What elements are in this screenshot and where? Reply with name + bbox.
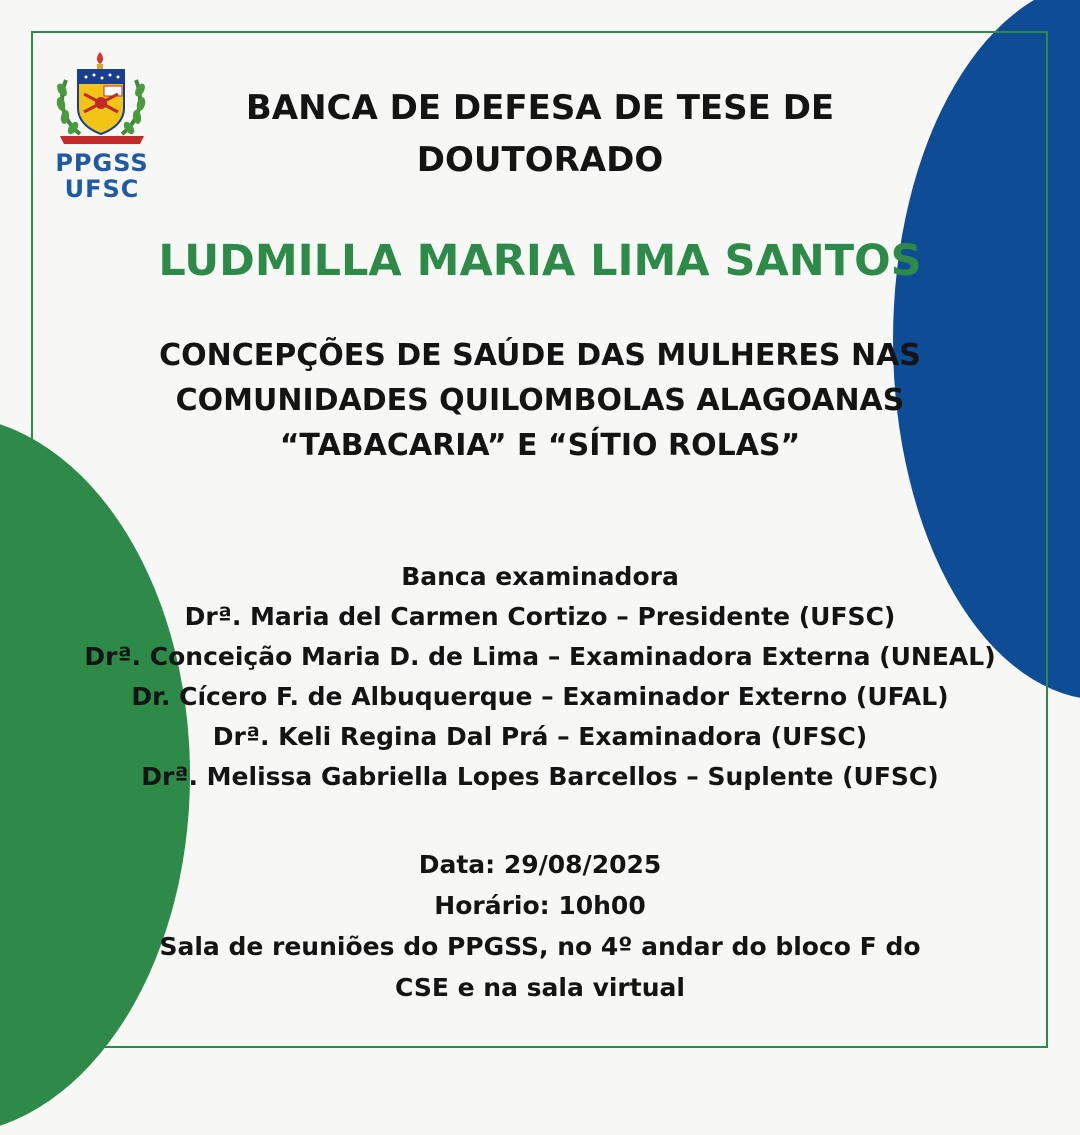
candidate-name: LUDMILLA MARIA LIMA SANTOS [158, 236, 922, 286]
ppgss-ufsc-logo [48, 50, 156, 210]
logo-ufsc-text: UFSC [64, 175, 140, 203]
board-member: Dr. Cícero F. de Albuquerque – Examinador Externo (UFAL) [131, 682, 949, 711]
thesis-title: CONCEPÇÕES DE SAÚDE DAS MULHERES NAS COMUNIDADES QUILOMBOLAS ALAGOANAS “TABACARIA” E “SÍTIO ROLAS” [159, 338, 921, 463]
examining-board-label: Banca examinadora [401, 562, 679, 591]
event-details [100, 844, 980, 1008]
board-member: Drª. Maria del Carmen Cortizo – Presidente (UFSC) [184, 602, 896, 631]
board-member: Drª. Conceição Maria D. de Lima – Examinadora Externa (UNEAL) [84, 642, 996, 671]
examining-board [40, 557, 1040, 797]
event-location-line2: CSE e na sala virtual [395, 973, 685, 1002]
event-time: Horário: 10h00 [434, 891, 646, 920]
event-heading: BANCA DE DEFESA DE TESE DE DOUTORADO [245, 88, 835, 180]
event-date: Data: 29/08/2025 [418, 850, 662, 879]
board-member: Drª. Keli Regina Dal Prá – Examinadora (UFSC) [212, 722, 868, 751]
logo-ppgss-text: PPGSS [55, 149, 149, 177]
ufsc-coat-of-arms-icon [48, 50, 156, 148]
event-location-line1: Sala de reuniões do PPGSS, no 4º andar do bloco F do [159, 932, 921, 961]
board-member: Drª. Melissa Gabriella Lopes Barcellos – Suplente (UFSC) [141, 762, 939, 791]
